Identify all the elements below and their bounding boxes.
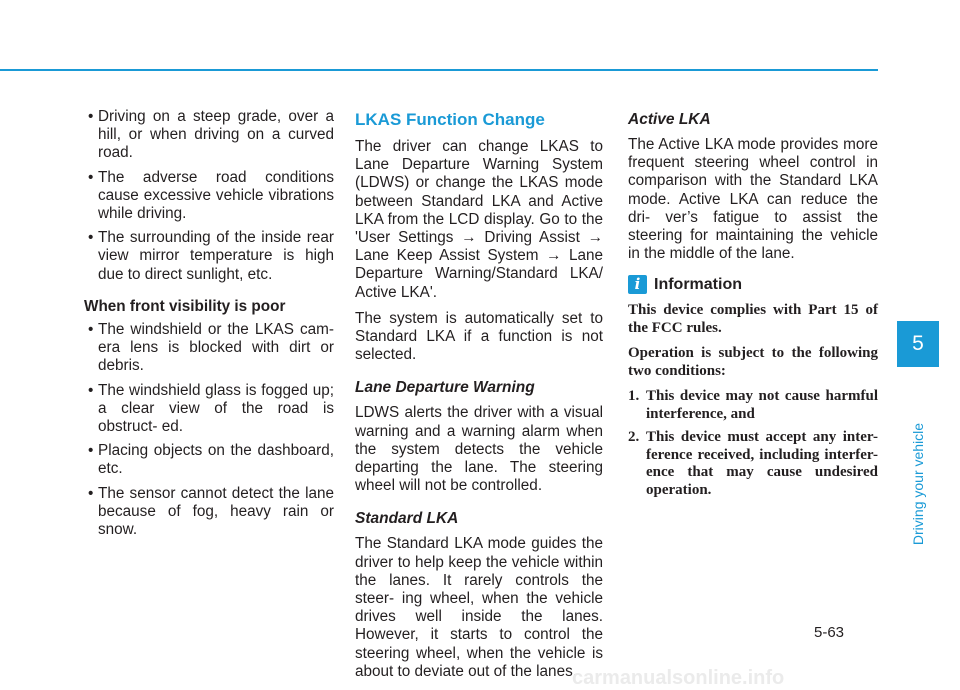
information-icon: i (628, 275, 647, 294)
header-rule (0, 69, 878, 71)
list-item: • Driving on a steep grade, over a hill, or when driving on a curved road. (84, 108, 334, 163)
list-item: • The surrounding of the inside rear view mirror temperature is high due to direct sunlight, etc. (84, 229, 334, 284)
list-item: • The windshield glass is fogged up; a clear view of the road is obstruct- ed. (84, 382, 334, 437)
list-item (628, 388, 878, 423)
information-header (628, 275, 878, 294)
fcc-conditions-list (628, 388, 878, 499)
watermark: carmanualsonline.info (572, 667, 785, 689)
visibility-heading: When front visibility is poor (84, 297, 286, 315)
section-title: LKAS Function Change (355, 110, 545, 129)
auto-set-paragraph: The system is automatically set to Standard LKA if a function is not selected. (355, 309, 603, 364)
list-item: • The sensor cannot detect the lane because of fog, heavy rain or snow. (84, 485, 334, 540)
standard-lka-paragraph: The Standard LKA mode guides the driver to help keep the vehicle within the lanes. It rarely controls the steer- ing wheel, when the vehicle drives well inside the lanes. However, it starts to control the steering wheel, when the vehicle is about to deviate out of the lanes. (355, 535, 603, 680)
list-item (628, 429, 878, 499)
information-title: Information (654, 275, 742, 293)
intro-paragraph: The driver can change LKAS to Lane Departure Warning System (LDWS) or change the LKAS mode between Standard LKA and Active LKA from the LCD display. Go to the 'User Settings → Driving Assist → Lane Keep Assist System → Lane Departure Warning/Standard LKA/ Active LKA'. (355, 138, 603, 301)
item-number: 1. (628, 388, 640, 405)
list-item: • The windshield or the LKAS cam- era lens is blocked with dirt or debris. (84, 321, 334, 376)
list-item: • The adverse road conditions cause excessive vehicle vibrations while driving. (84, 169, 334, 224)
standard-lka-title: Standard LKA (355, 510, 459, 528)
active-lka-paragraph: The Active LKA mode provides more frequent steering wheel control in comparison with the Standard LKA mode. Active LKA can reduce the dri- ver’s fatigue to assist the steering for maintaining the vehicle in the middle of the lane. (628, 136, 878, 263)
fcc-paragraph: This device complies with Part 15 of the FCC rules. (628, 302, 878, 336)
column-3 (628, 108, 878, 505)
list-item: • Placing objects on the dashboard, etc. (84, 442, 334, 478)
chapter-label: Driving your vehicle (910, 422, 926, 546)
visibility-list (84, 321, 334, 539)
page-number: 5-63 (814, 624, 845, 641)
chapter-number-tab: 5 (897, 321, 939, 367)
active-lka-title: Active LKA (628, 111, 711, 128)
ldw-paragraph: LDWS alerts the driver with a visual warning and a warning alarm when the system detects the vehicle departing the lane. The steering wheel will not be controlled. (355, 404, 603, 495)
column-2 (355, 108, 603, 689)
item-number: 2. (628, 429, 640, 446)
conditions-intro: Operation is subject to the following two conditions: (628, 345, 878, 379)
item-text: This device must accept any inter- ference received, including interfer- ence that may cause undesired operation. (646, 429, 878, 498)
ldw-title: Lane Departure Warning (355, 379, 535, 397)
column-1 (84, 108, 334, 545)
item-text: This device may not cause harmful interference, and (646, 388, 878, 422)
conditions-list (84, 108, 334, 284)
